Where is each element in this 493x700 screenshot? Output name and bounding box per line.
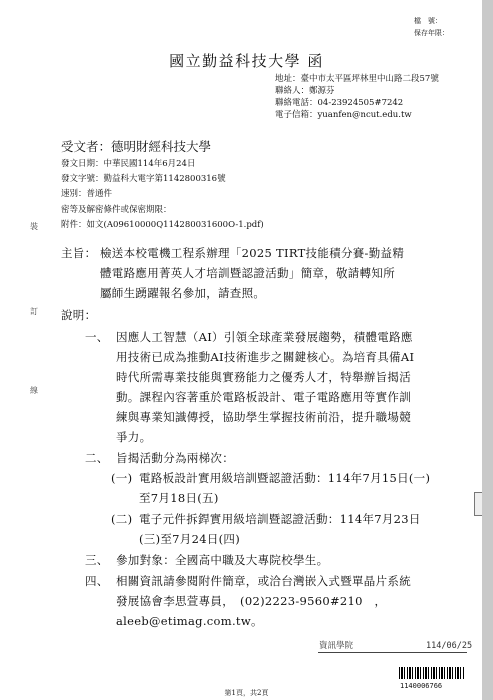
item-line: 爭力。 bbox=[116, 430, 152, 444]
item-line: 動。課程內容著重於電路板設計、電子電路應用等實作訓 bbox=[116, 390, 411, 404]
recipient: 受文者：德明財經科技大學 bbox=[61, 139, 212, 154]
document-number: 發文字號：勤益科大電字第1142800316號 bbox=[61, 174, 226, 184]
item-line: 相關資訊請參閱附件簡章，或洽台灣嵌入式暨單晶片系統 bbox=[116, 574, 411, 588]
stamp-rule bbox=[318, 652, 467, 653]
page-number: 第1頁，共2頁 bbox=[224, 689, 269, 697]
contact-person: 聯絡人：鄭源芬 bbox=[275, 86, 335, 96]
sub-item-line: 電路板設計實用級培訓暨認證活動：114年7月15日(一) bbox=[139, 471, 431, 485]
receipt-stamp: 資訊學院 bbox=[319, 641, 354, 651]
receipt-date: 114/06/25 bbox=[426, 641, 473, 651]
sub-item-line: 至7月18日(五) bbox=[139, 491, 219, 505]
confidentiality: 密等及解密條件或保密期限： bbox=[61, 205, 172, 215]
subject-line: 屬師生踴躍報名參加，請查照。 bbox=[100, 286, 266, 300]
barcode-number: 1140006766 bbox=[400, 682, 443, 690]
subject-label: 主旨： bbox=[61, 246, 97, 260]
attachment: 附件：如文(A09610000Q114280031600O-1.pdf) bbox=[61, 220, 264, 230]
binding-mark-2: 訂 bbox=[30, 307, 38, 316]
sub-item-line: (三)至7月24日(四) bbox=[139, 532, 240, 546]
file-number-label: 檔 號： bbox=[414, 17, 442, 25]
item-line: 因應人工智慧（AI）引領全球產業發展趨勢，積體電路應 bbox=[116, 330, 413, 344]
item-line: 參加對象：全國高中職及大專院校學生。 bbox=[116, 553, 329, 567]
item-number: 一、 bbox=[85, 330, 109, 344]
issue-date: 發文日期：中華民國114年6月24日 bbox=[61, 159, 196, 169]
explanation-label: 說明： bbox=[61, 308, 97, 322]
item-line: 時代所需專業技能與實務能力之優秀人才，特舉辦旨揭活 bbox=[116, 370, 411, 384]
item-line: 用技術已成為推動AI技術進步之關鍵核心。為培育具備AI bbox=[116, 350, 415, 364]
document-title: 國立勤益科技大學 函 bbox=[169, 52, 324, 70]
retention-label: 保存年限： bbox=[414, 29, 449, 37]
barcode-graphic bbox=[399, 667, 465, 679]
contact-email: 電子信箱：yuanfen@ncut.edu.tw bbox=[275, 110, 412, 120]
contact-phone: 聯絡電話：04-23924505#7242 bbox=[275, 98, 404, 108]
sub-item-number: (二) bbox=[111, 512, 133, 526]
sub-item-line: 電子元件拆銲實用級培訓暨認證活動：114年7月23日 bbox=[139, 512, 421, 526]
item-line: 旨揭活動分為兩梯次： bbox=[116, 451, 234, 465]
item-line: 發展協會李思萱專員， (02)2223-9560#210 ， bbox=[116, 594, 387, 608]
item-line: 練與專業知識傳授，協助學生掌握技術前沿，提升職場競 bbox=[116, 410, 411, 424]
sender-address: 地址：臺中市太平區坪林里中山路二段57號 bbox=[275, 74, 439, 84]
binding-mark-3: 線 bbox=[30, 386, 38, 395]
delivery-speed: 速別：普通件 bbox=[61, 189, 113, 199]
subject-line: 體電路應用菁英人才培訓暨認證活動」簡章，敬請轉知所 bbox=[100, 266, 395, 280]
scan-edge bbox=[482, 0, 493, 700]
subject-line: 檢送本校電機工程系辦理「2025 TIRT技能積分賽-勤益精 bbox=[100, 246, 405, 260]
item-number: 三、 bbox=[85, 553, 109, 567]
item-line: aleeb@etimag.com.tw。 bbox=[116, 614, 263, 628]
binding-mark-1: 裝 bbox=[30, 222, 38, 231]
item-number: 二、 bbox=[85, 451, 109, 465]
item-number: 四、 bbox=[85, 574, 109, 588]
sub-item-number: (一) bbox=[111, 471, 133, 485]
